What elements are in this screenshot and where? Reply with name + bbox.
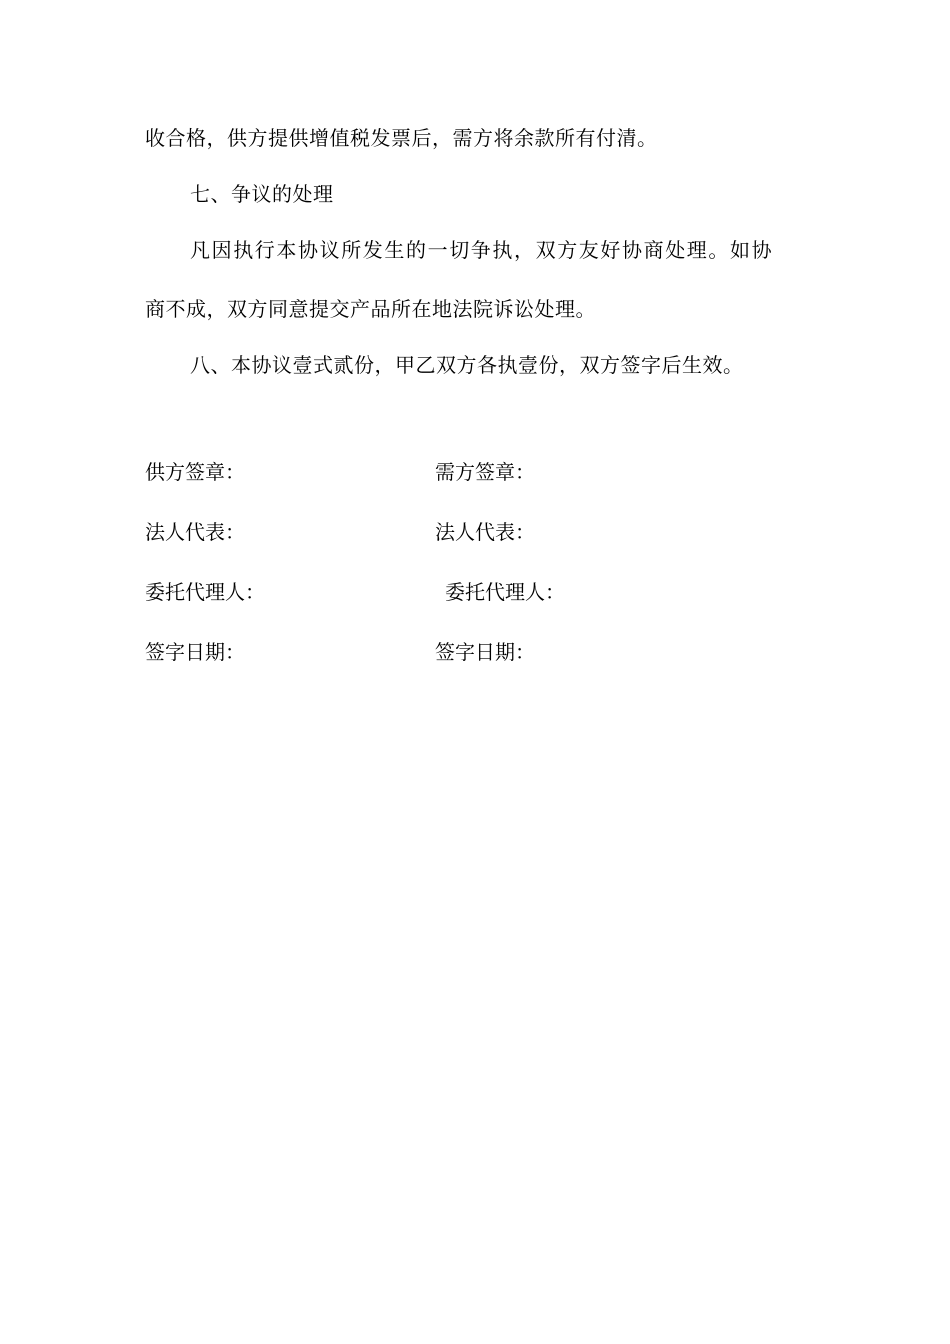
supplier-date-label: 签字日期： (145, 640, 245, 664)
section-8: 八、本协议壹式贰份，甲乙双方各执壹份，双方签字后生效。 (190, 353, 744, 377)
section-7-heading: 七、争议的处理 (190, 182, 334, 206)
buyer-seal-label: 需方签章： (435, 460, 535, 484)
supplier-legal-rep-label: 法人代表： (145, 520, 245, 544)
buyer-legal-rep-label: 法人代表： (435, 520, 535, 544)
buyer-date-label: 签字日期： (435, 640, 535, 664)
paragraph-continuation: 收合格，供方提供增值税发票后，需方将余款所有付清。 (145, 126, 658, 150)
buyer-agent-label: 委托代理人： (445, 580, 565, 604)
supplier-agent-label: 委托代理人： (145, 580, 265, 604)
section-7-body-line-1: 凡因执行本协议所发生的一切争执，双方友好协商处理。如协 (190, 238, 774, 262)
supplier-seal-label: 供方签章： (145, 460, 245, 484)
section-7-body-line-2: 商不成，双方同意提交产品所在地法院诉讼处理。 (145, 297, 596, 321)
